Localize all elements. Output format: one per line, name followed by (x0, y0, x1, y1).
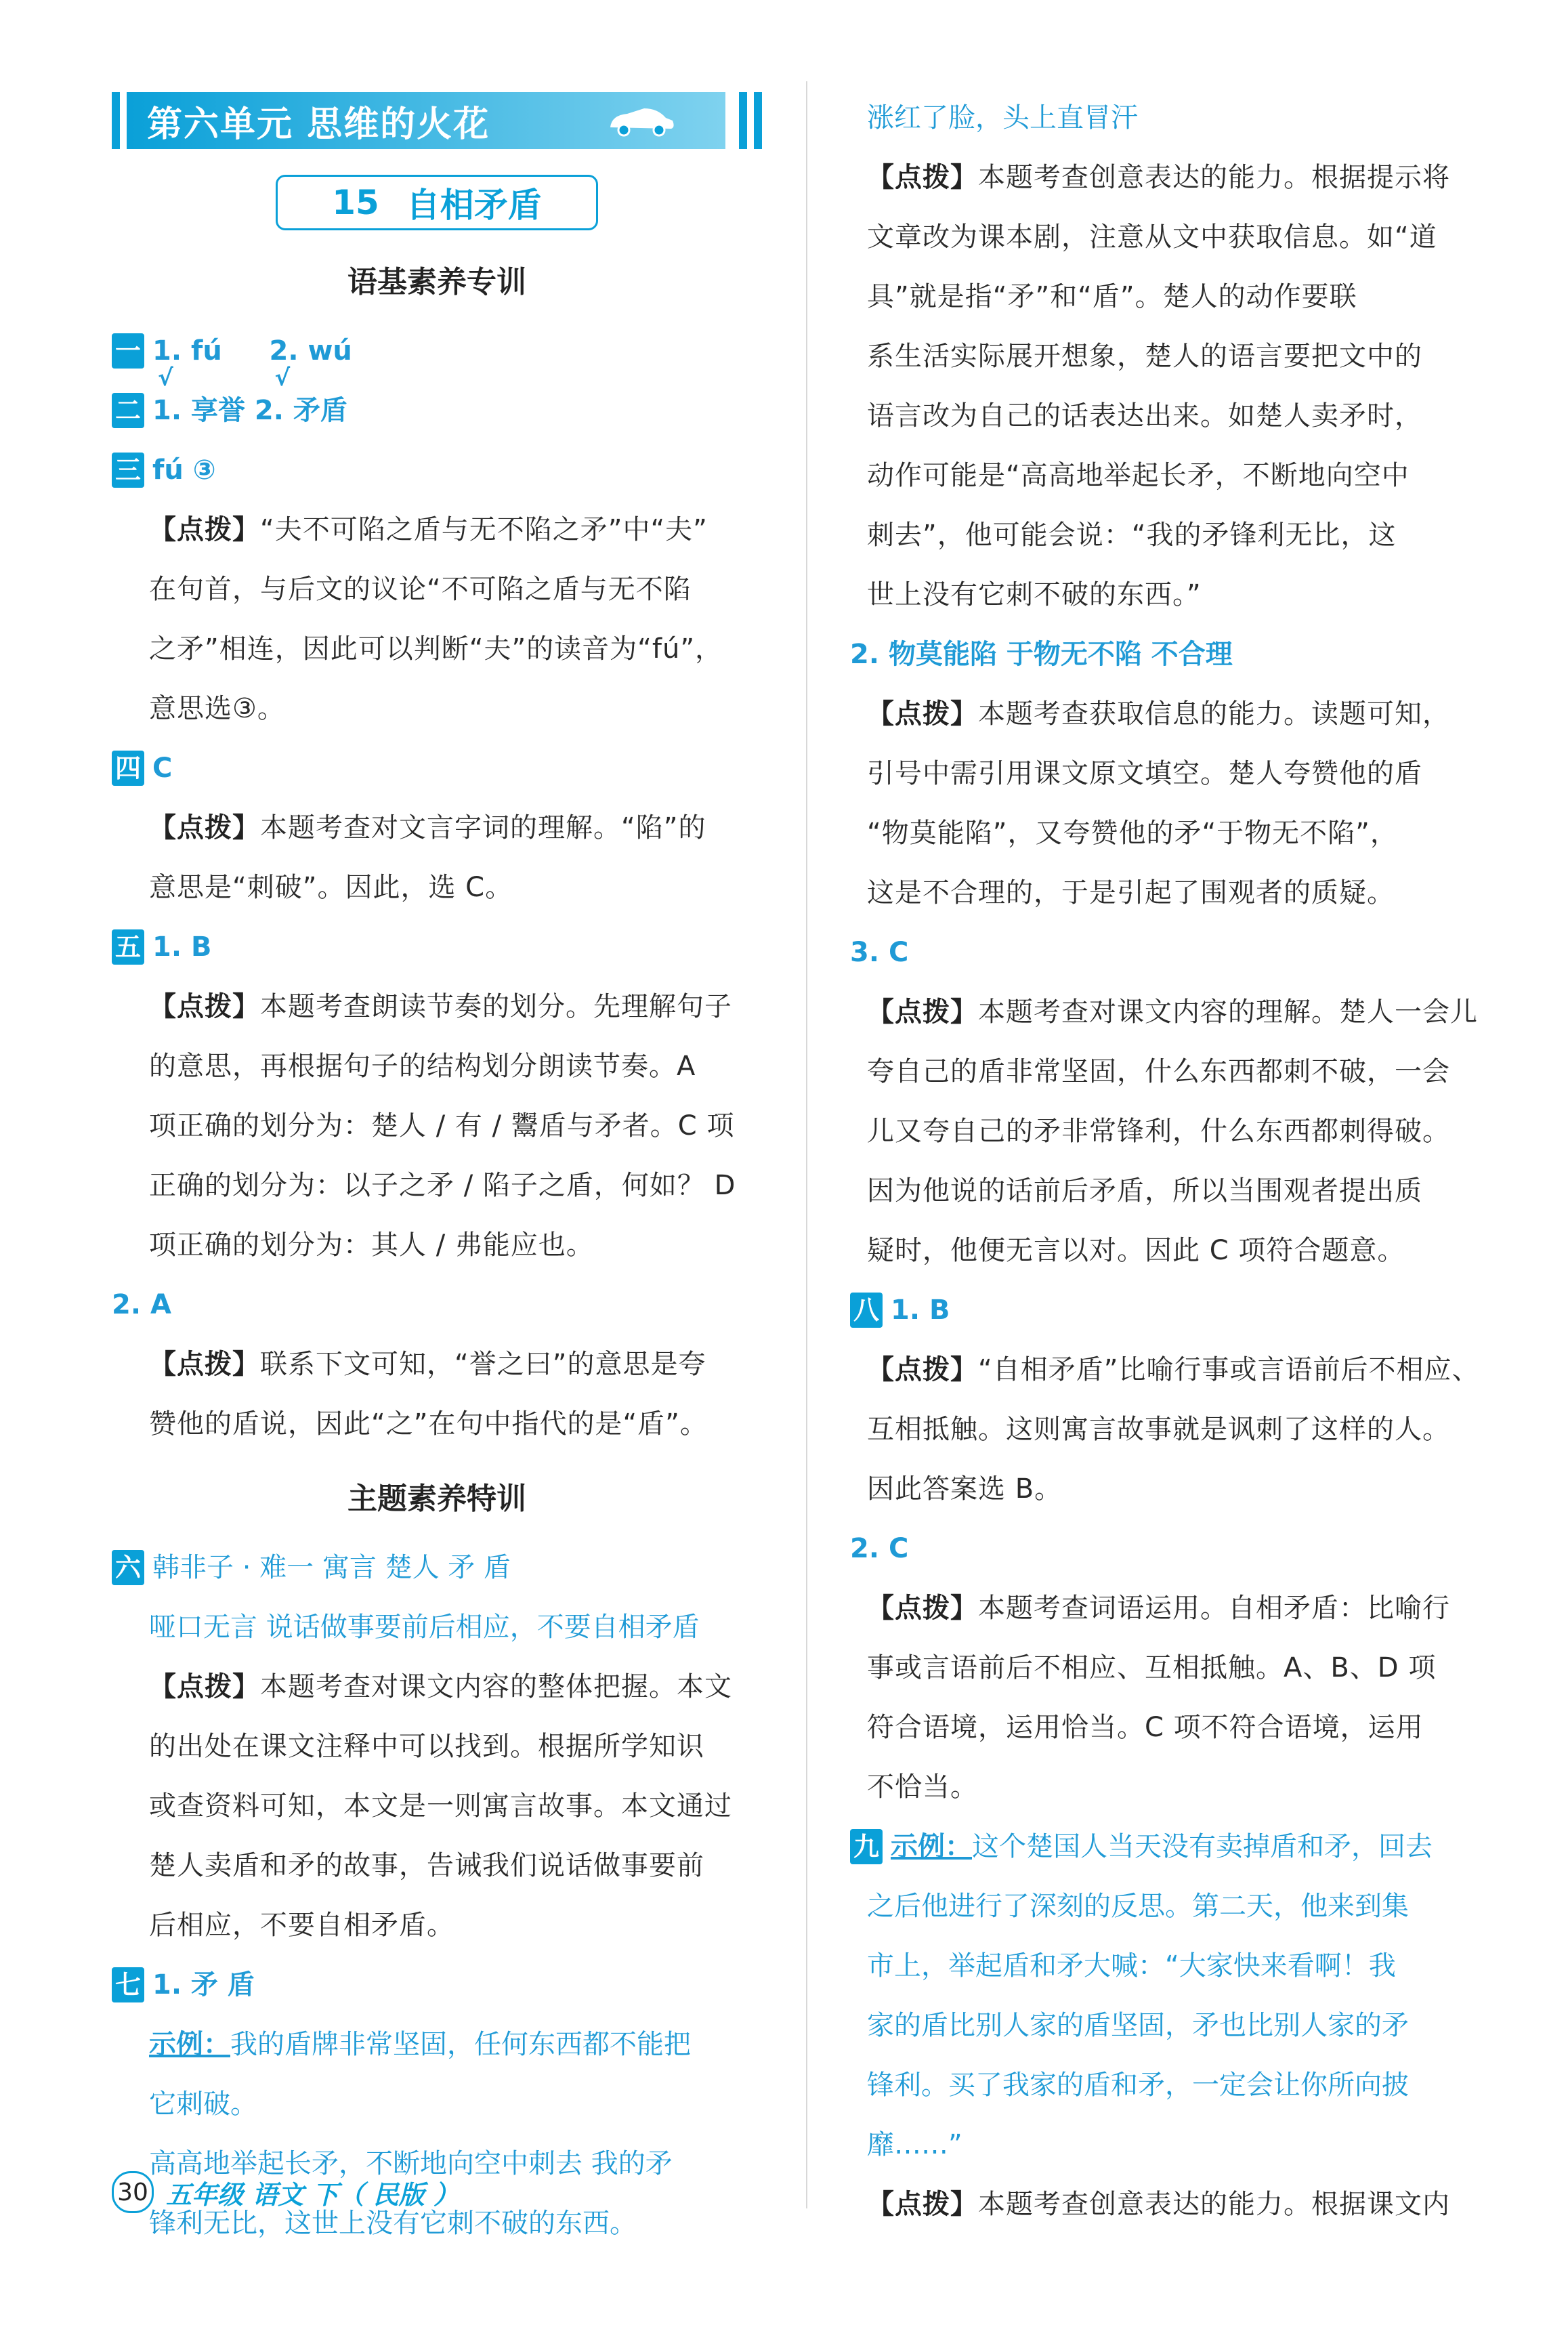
check-icon: √ (274, 364, 291, 392)
hint-paragraph: 【点拨】联系下文可知，“誉之曰”的意思是夸 赞他的盾说，因此“之”在句中指代的是“盾”。 (149, 1349, 708, 1440)
answer-text: C (152, 753, 173, 784)
banner-bar (112, 92, 120, 149)
question-4 (112, 738, 762, 798)
hint-paragraph: 【点拨】本题考查朗读节奏的划分。先理解句子 的意思，再根据句子的结构划分朗读节奏。A 项正确的划分为：楚人 / 有 / 鬻盾与矛者。C 项 正确的划分为：以子之矛 / 陷子之盾，何如？ D 项正确的划分为：其人 / 弗能应也。 (149, 991, 736, 1261)
right-column (850, 88, 1483, 2234)
car-icon (603, 103, 678, 137)
answer-text: 1. 矛 盾 (152, 1969, 255, 2000)
hint-paragraph: 【点拨】本题考查对文言字词的理解。“陷”的 意思是“刺破”。因此，选 C。 (149, 812, 706, 903)
answer-text: 1. B (152, 931, 212, 963)
question-tag: 五 (112, 929, 144, 965)
sub-answer: 2. C (850, 1533, 909, 1564)
hint-paragraph: 【点拨】“夫不可陷之盾与无不陷之矛”中“夫” 在句首，与后文的议论“不可陷之盾与无不陷 之矛”相连，因此可以判断“夫”的读音为“fú”， 意思选③。 (149, 514, 723, 724)
question-tag: 九 (850, 1829, 883, 1864)
question-8 (850, 1280, 1483, 1340)
question-tag: 六 (112, 1550, 144, 1585)
question-tag: 四 (112, 751, 144, 786)
column-divider (806, 81, 807, 2208)
hint-paragraph: 【点拨】本题考查创意表达的能力。根据课文内 (867, 2189, 1450, 2220)
question-tag: 三 (112, 453, 144, 488)
question-tag: 二 (112, 393, 144, 428)
question-5 (112, 917, 762, 977)
lesson-title: 自相矛盾 (406, 186, 542, 225)
sub-answer: 3. C (850, 937, 909, 968)
left-column (112, 88, 762, 2253)
hint-paragraph: 【点拨】“自相矛盾”比喻行事或言语前后不相应、 互相抵触。这则寓言故事就是讽刺了这样的人。 因此答案选 B。 (867, 1354, 1480, 1505)
question-9 (850, 1817, 1483, 1876)
question-2 (112, 381, 762, 440)
example-answer: 示例：我的盾牌非常坚固，任何东西都不能把 它刺破。 (149, 2029, 691, 2120)
answer-1-1: 1. fú √ (152, 321, 222, 381)
sub-answer: 2. 物莫能陷 于物无不陷 不合理 (850, 639, 1233, 670)
page-footer (112, 2171, 459, 2213)
answer-line: 高高地举起长矛，不断地向空中刺去 我的矛 锋利无比，这世上没有它刺不破的东西。 (149, 2148, 673, 2239)
check-icon: √ (158, 364, 173, 392)
unit-banner (112, 88, 762, 153)
sub-answer: 2. A (112, 1289, 171, 1320)
question-tag: 七 (112, 1967, 144, 2002)
answer-line: 之后他进行了深刻的反思。第二天，他来到集 市上，举起盾和矛大喊：“大家快来看啊！我 家的盾比别人家的盾坚固，矛也比别人家的矛 锋利。买了我家的盾和矛，一定会让你所向披 靡……” (867, 1891, 1409, 2160)
answer-text: 1. 享誉 2. 矛盾 (152, 395, 347, 426)
answer-line: 涨红了脸，头上直冒汗 (867, 102, 1138, 133)
answer-text: fú ③ (152, 455, 216, 486)
answer-text: 这个楚国人当天没有卖掉盾和矛，回去 (972, 1831, 1433, 1862)
lesson-title-box (276, 175, 598, 230)
answer-line: 哑口无言 说话做事要前后相应，不要自相矛盾 (149, 1612, 700, 1643)
unit-title: 第六单元 思维的火花 (147, 104, 490, 145)
section-title-basic: 语基素养专训 (347, 265, 526, 299)
answer-text: 1. B (891, 1295, 950, 1326)
question-tag: 一 (112, 333, 144, 369)
hint-paragraph: 【点拨】本题考查对课文内容的整体把握。本文 的出处在课文注释中可以找到。根据所学知识 或查资料可知，本文是一则寓言故事。本文通过 楚人卖盾和矛的故事，告诫我们说话做事要前 后相应，不要自相矛盾。 (149, 1671, 732, 1941)
hint-paragraph: 【点拨】本题考查获取信息的能力。读题可知， 引号中需引用课文原文填空。楚人夸赞他的盾 “物莫能陷”，又夸赞他的矛“于物无不陷”， 这是不合理的，于是引起了围观者的质疑。 (867, 698, 1450, 908)
banner-stripes (732, 92, 762, 149)
question-7 (112, 1955, 762, 2015)
hint-paragraph: 【点拨】本题考查创意表达的能力。根据提示将 文章改为课本剧，注意从文中获取信息。如“道 具”就是指“矛”和“盾”。楚人的动作要联 系生活实际展开想象，楚人的语言要把文中的 语言改为自己的话表达出来。如楚人卖矛时， 动作可能是“高高地举起长矛，不断地向空中 刺去”，他可能会说：“我的矛锋利无比，这 世上没有它刺不破的东西。” (867, 162, 1450, 610)
footer-book-title: 五年级 语文 下（ 民版 ） (166, 2179, 459, 2210)
question-3 (112, 440, 762, 500)
page-number: 30 (112, 2171, 154, 2213)
banner-body (127, 92, 725, 149)
answer-1-2: 2. wú √ (269, 321, 352, 381)
example-label: 示例： (891, 1831, 972, 1862)
question-1 (112, 321, 762, 392)
lesson-number: 15 (332, 183, 379, 222)
section-title-theme: 主题素养特训 (347, 1482, 526, 1516)
hint-paragraph: 【点拨】本题考查词语运用。自相矛盾：比喻行 事或言语前后不相应、互相抵触。A、B、D 项 符合语境，运用恰当。C 项不符合语境，运用 不恰当。 (867, 1593, 1450, 1803)
answer-text: 韩非子 · 难一 寓言 楚人 矛 盾 (152, 1552, 511, 1583)
hint-paragraph: 【点拨】本题考查对课文内容的理解。楚人一会儿 夸自己的盾非常坚固，什么东西都刺不破，一会 儿又夸自己的矛非常锋利，什么东西都刺得破。 因为他说的话前后矛盾，所以当围观者提出质 疑时，他便无言以对。因此 C 项符合题意。 (867, 996, 1478, 1266)
question-6 (112, 1538, 762, 1597)
question-tag: 八 (850, 1293, 883, 1328)
